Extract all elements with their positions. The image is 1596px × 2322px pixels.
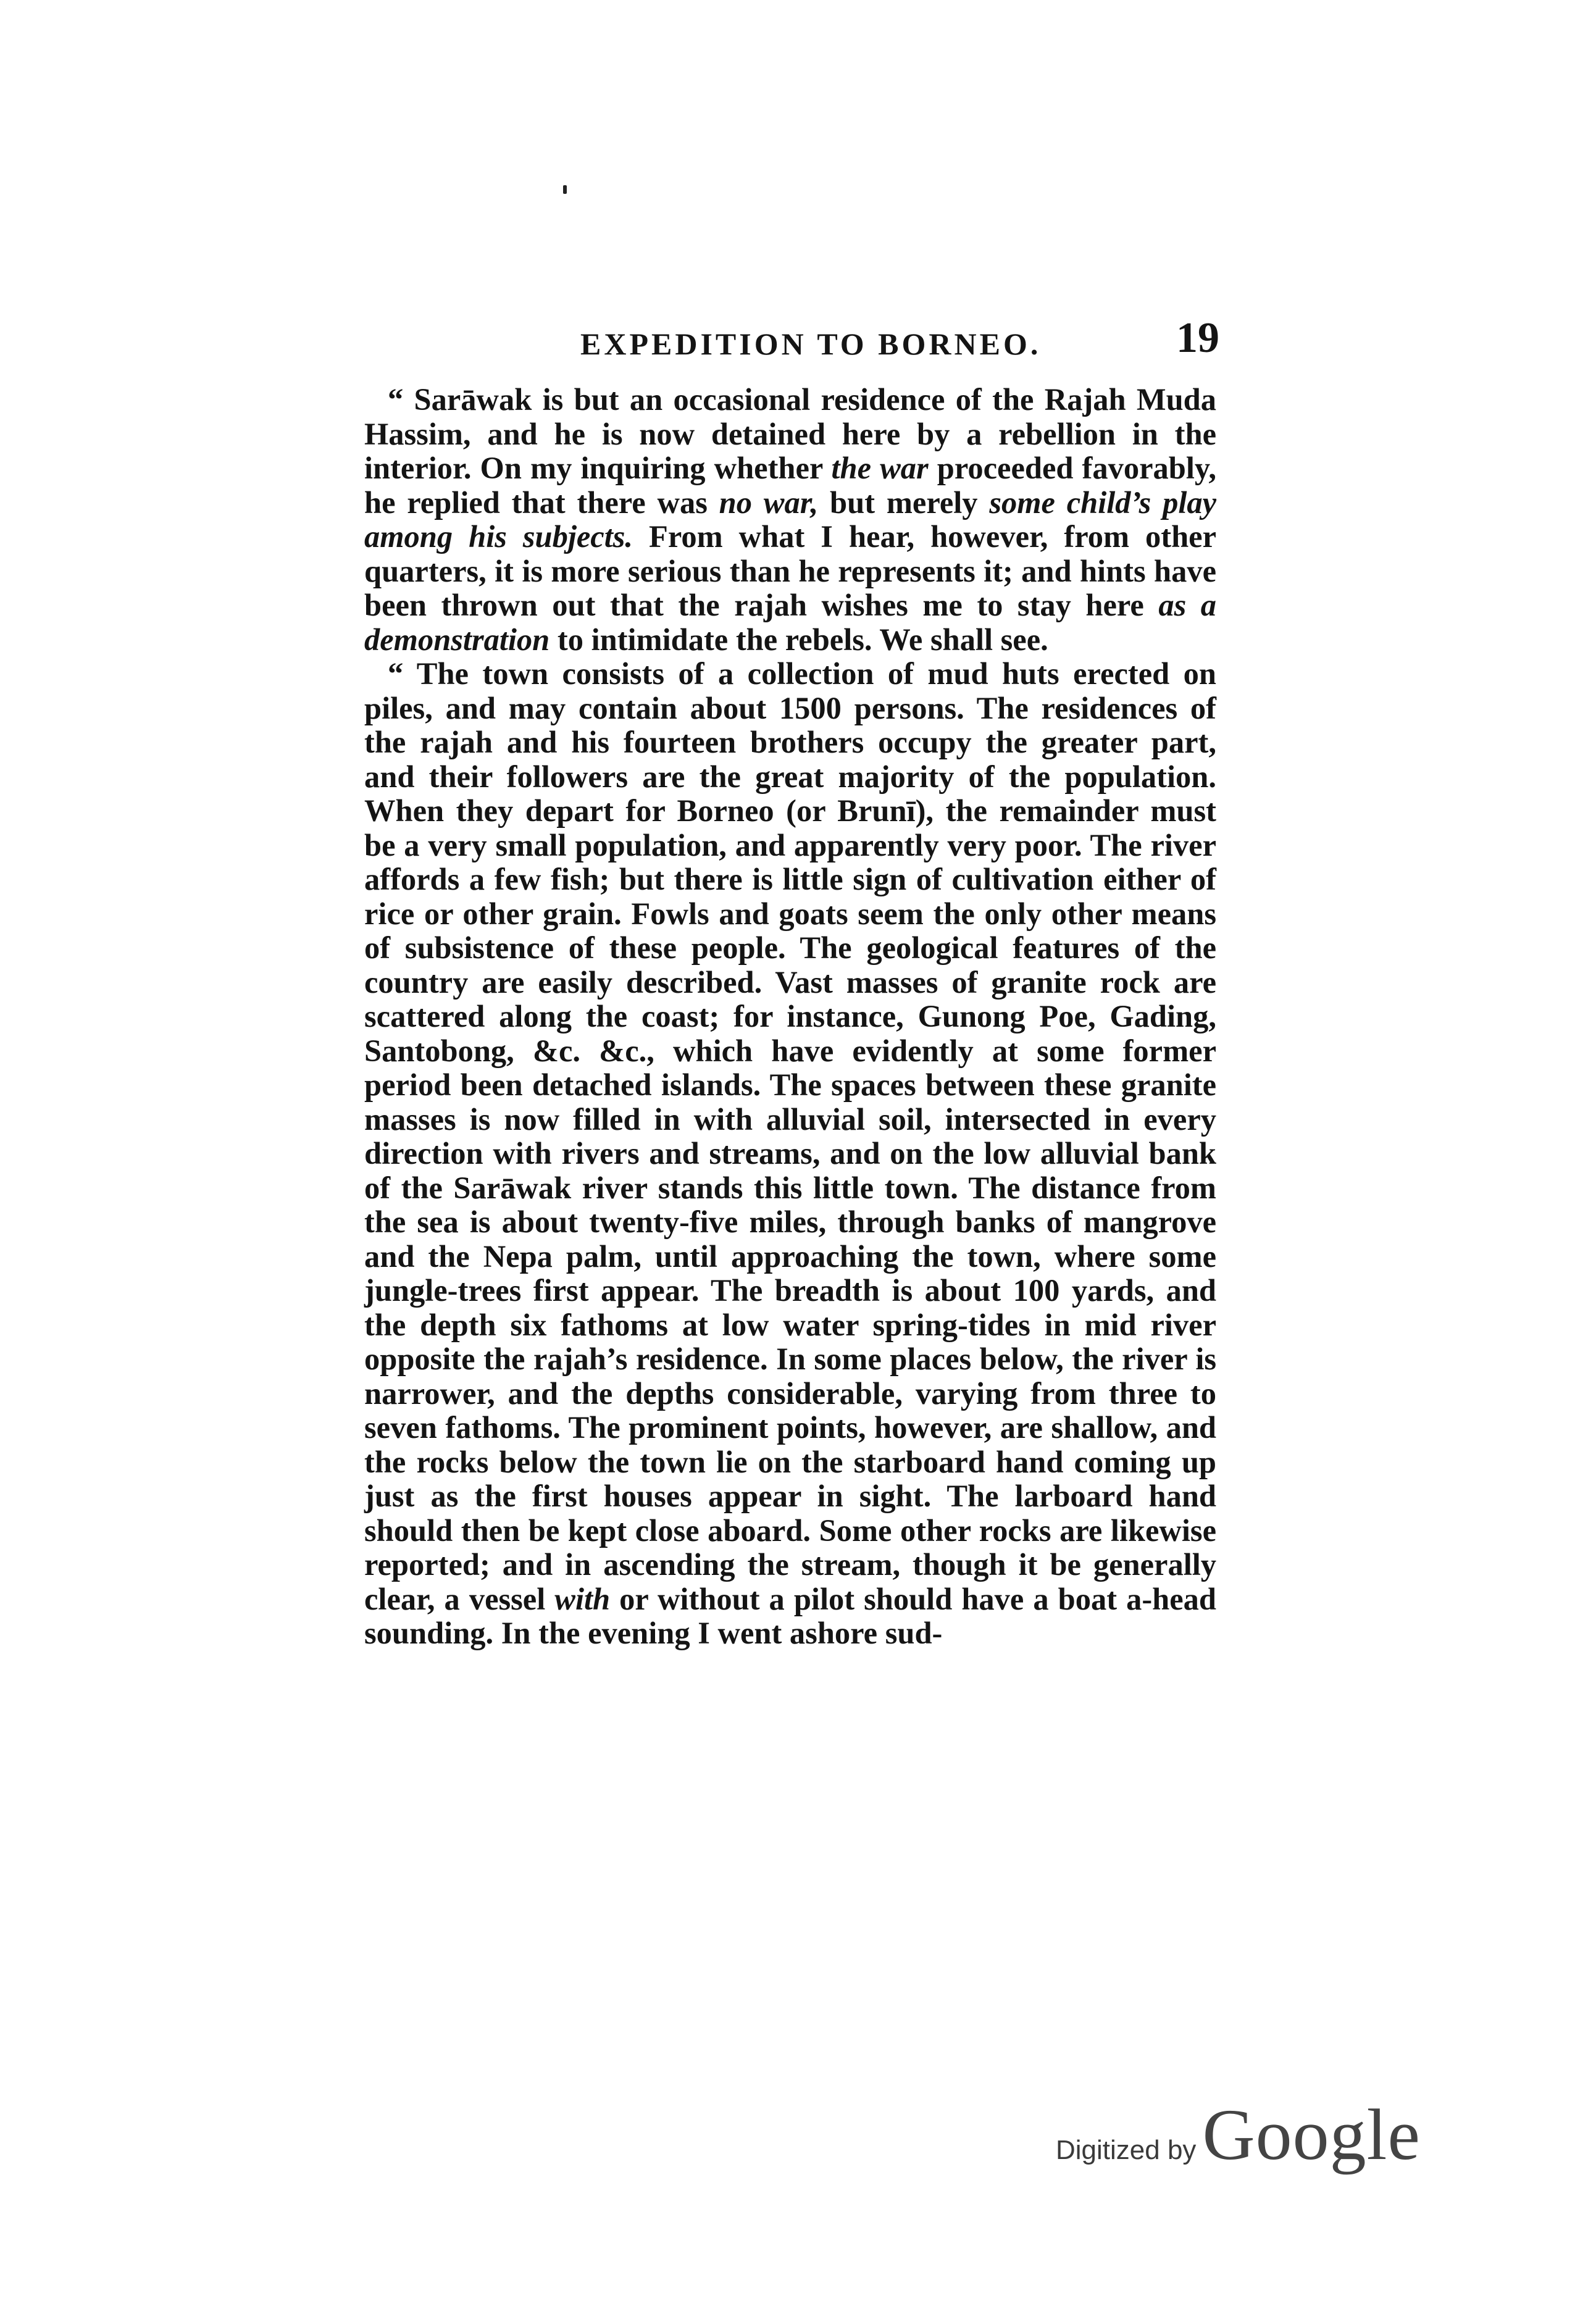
paragraph-1-italic-2: no war, — [719, 485, 819, 520]
paragraph-1-text-2: proceeded favorably, he replied that there was — [364, 451, 1216, 520]
digitized-by-google-watermark — [1056, 2093, 1421, 2179]
running-head — [367, 309, 1226, 383]
paragraph-1-text-5: to intimidate the rebels. We shall see. — [549, 622, 1048, 657]
paragraph-1-italic-1: the war — [831, 451, 929, 485]
paragraph-1-italic-4: as a demonstration — [364, 588, 1216, 657]
body-text — [364, 383, 1216, 1651]
paragraph-2-text-2: or without a pilot should have a boat a-head sounding. In the evening I went ashore sud- — [364, 1581, 1216, 1650]
paragraph-2-text-1: “ The town consists of a collection of mud huts erected on piles, and may contain about 1500 persons. The residences of the rajah and his fourteen brothers occupy the greater part, and their followers are the great majority of the population. When they depart for Borneo (or Brunī), the remainder must be a very small population, and apparently very poor. The river affords a few fish; but there is little sign of cultivation either of rice or other grain. Fowls and goats seem the only other means of subsistence of these people. The geological features of the country are easily described. Vast masses of granite rock are scattered along the coast; for instance, Gunong Poe, Gading, Santobong, &c. &c., which have evidently at some former period been detached islands. The spaces between these granite masses is now filled in with alluvial soil, intersected in every direction with rivers and streams, and on the low alluvial bank of the Sarāwak river stands this little town. The distance from the sea is about twenty-five miles, through banks of mangrove and the Nepa palm, until approaching the town, where some jungle-trees first appear. The breadth is about 100 yards, and the depth six fathoms at low water spring-tides in mid river opposite the rajah’s residence. In some places below, the river is narrower, and the depths considerable, varying from three to seven fathoms. The prominent points, however, are shallow, and the rocks below the town lie on the starboard hand coming up just as the first houses appear in sight. The larboard hand should then be kept close aboard. Some other rocks are likewise reported; and in ascending the stream, though it be generally clear, a vessel — [364, 656, 1216, 1616]
running-title: EXPEDITION TO BORNEO. — [580, 327, 1042, 361]
google-logo: Google — [1202, 2094, 1421, 2175]
page-speck — [563, 185, 567, 194]
digitized-label: Digitized by — [1056, 2135, 1197, 2165]
paragraph-2 — [364, 657, 1216, 1651]
paragraph-1 — [364, 383, 1216, 657]
paragraph-1-text-3: but merely — [818, 485, 990, 520]
paragraph-2-italic-1: with — [554, 1581, 611, 1616]
page-number: 19 — [1176, 314, 1219, 362]
paragraph-1-text-1: “ Sarāwak is but an occasional residence of the Rajah Muda Hassim, and he is now detained here by a rebellion in the interior. On my inquiring whether — [364, 382, 1216, 485]
paragraph-1-italic-3: some child’s play among his subjects. — [364, 485, 1217, 554]
paragraph-1-text-4: From what I hear, however, from other quarters, it is more serious than he represents it; and hints have been thrown out that the rajah wishes me to stay here — [364, 519, 1216, 622]
